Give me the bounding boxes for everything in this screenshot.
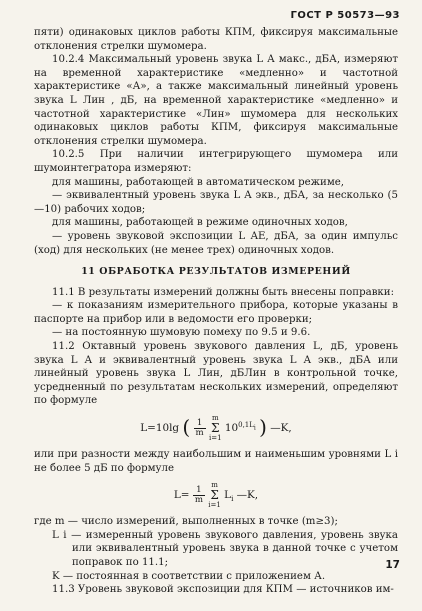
paragraph: для машины, работающей в режиме одиночных ходов,	[52, 217, 348, 229]
paragraph: для машины, работающей в автоматическом режиме,	[52, 176, 345, 188]
formula-fraction	[194, 419, 206, 438]
section-heading: 11 ОБРАБОТКА РЕЗУЛЬТАТОВ ИЗМЕРЕНИЙ	[81, 266, 351, 278]
formula-term: 10	[224, 422, 239, 435]
formula-tail: —K,	[236, 489, 259, 502]
fraction-denominator: m	[195, 427, 204, 438]
sum-lower: i=1	[208, 501, 221, 510]
paragraph: 10.2.5 При наличии интегрирующего шумомера или шумоинтегратора измеряют:	[34, 149, 398, 174]
fraction-numerator: 1	[193, 486, 205, 496]
formula-term: L	[224, 489, 232, 502]
summation	[208, 481, 221, 509]
formula-paren-open: (	[182, 415, 191, 440]
page-content	[34, 26, 398, 597]
definition-item: L i — измеренный уровень звукового давления, уровень звука или эквивалентный уровень звука в данной точке с учетом поправок по 11.1;	[52, 529, 398, 568]
formula-log-average	[34, 414, 398, 442]
paragraph: 11.3 Уровень звуковой экспозиции для КПМ — источников им-	[52, 584, 394, 596]
paragraph: пяти) одинаковых циклов работы КПМ, фиксируя максимальные отклонения стрелки шумомера.	[34, 27, 398, 52]
paragraph: K — постоянная в соответствии с приложением А.	[52, 570, 326, 582]
paragraph: — к показаниям измерительного прибора, которые указаны в паспорте на прибор или в ведомости его проверки;	[34, 300, 398, 325]
formula-exponent-sub: i	[253, 423, 256, 431]
sigma-symbol: Σ	[210, 488, 219, 503]
paragraph: 11.2 Октавный уровень звукового давления L, дБ, уровень звука L A и эквивалентный уровень звука L A экв., дБА или линейный уровень звука L Лин, дБЛин в контрольной точке, усредненный по результатам нескольких измерений, определяют по формуле	[34, 341, 398, 407]
formula-exponent: 0,1L	[238, 420, 254, 429]
formula-lhs: L=10lg	[140, 422, 180, 435]
sum-lower: i=1	[209, 434, 222, 443]
sum-upper: m	[211, 414, 219, 423]
fraction-denominator: m	[194, 494, 203, 505]
formula-arithmetic-average	[34, 481, 398, 509]
fraction-numerator: 1	[194, 419, 206, 429]
formula-tail: —K,	[270, 422, 292, 435]
paragraph: — эквивалентный уровень звука L A экв., дБА, за несколько (5—10) рабочих ходов;	[34, 190, 398, 215]
formula-fraction	[193, 486, 205, 505]
paragraph: где m — число измерений, выполненных в точке (m≥3);	[34, 516, 338, 528]
sigma-symbol: Σ	[211, 421, 220, 436]
formula-lhs: L=	[173, 489, 190, 502]
formula-term-sub: i	[231, 495, 234, 504]
sum-upper: m	[211, 481, 218, 490]
paragraph: — на постоянную шумовую помеху по 9.5 и 9.6.	[52, 327, 311, 339]
paragraph: 11.1 В результаты измерений должны быть внесены поправки:	[52, 286, 395, 298]
page-header: ГОСТ Р 50573—93	[290, 10, 400, 21]
formula-paren-close: )	[259, 415, 267, 440]
summation	[209, 414, 222, 442]
paragraph: 10.2.4 Максимальный уровень звука L A макс., дБА, измеряют на временной характеристике «медленно» и частотной характеристике «А», а также максимальный линейный уровень звука L Лин , дБ, на временной характеристике «медленно» и частотной характеристике «Лин» шумомера для нескольких одинаковых циклов работы КПМ, фиксируя максимальные отклонения стрелки шумомера.	[34, 54, 398, 147]
paragraph: — уровень звуковой экспозиции L AE, дБА, за один импульс (ход) для нескольких (не менее трех) одиночных ходов.	[34, 230, 398, 256]
page-number: 17	[385, 559, 400, 571]
paragraph: или при разности между наибольшим и наименьшим уровнями L i не более 5 дБ по формуле	[34, 449, 398, 474]
